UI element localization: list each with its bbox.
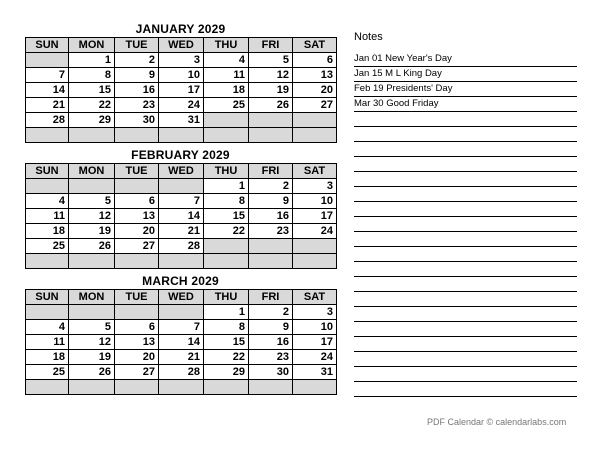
- empty-day-cell: [69, 380, 115, 395]
- empty-day-cell: [204, 239, 249, 254]
- day-cell: 19: [69, 350, 115, 365]
- weekday-header: SUN: [26, 290, 69, 305]
- note-line: Mar 30 Good Friday: [354, 97, 577, 112]
- note-line: [354, 382, 577, 397]
- day-cell: 14: [159, 209, 204, 224]
- calendar-grid: [25, 37, 337, 143]
- empty-day-cell: [293, 254, 337, 269]
- day-cell: 16: [249, 209, 293, 224]
- day-cell: 12: [249, 68, 293, 83]
- day-cell: 8: [204, 194, 249, 209]
- day-cell: 26: [69, 365, 115, 380]
- day-cell: 28: [159, 365, 204, 380]
- day-cell: 26: [249, 98, 293, 113]
- note-line: Jan 15 M L King Day: [354, 67, 577, 82]
- empty-day-cell: [115, 305, 159, 320]
- note-line: [354, 172, 577, 187]
- day-cell: 3: [293, 179, 337, 194]
- week-row: [26, 209, 337, 224]
- week-row: [26, 53, 337, 68]
- day-cell: 13: [115, 209, 159, 224]
- day-cell: 22: [204, 224, 249, 239]
- month-february: [25, 148, 336, 269]
- empty-day-cell: [26, 254, 69, 269]
- week-row: [26, 194, 337, 209]
- day-cell: 27: [293, 98, 337, 113]
- day-cell: 19: [249, 83, 293, 98]
- day-cell: 11: [204, 68, 249, 83]
- empty-day-cell: [159, 254, 204, 269]
- day-cell: 26: [69, 239, 115, 254]
- weekday-header: MON: [69, 38, 115, 53]
- weekday-header: FRI: [249, 290, 293, 305]
- day-cell: 2: [115, 53, 159, 68]
- note-line: [354, 292, 577, 307]
- empty-day-cell: [115, 179, 159, 194]
- week-row: [26, 179, 337, 194]
- empty-day-cell: [293, 380, 337, 395]
- day-cell: 10: [293, 320, 337, 335]
- footer-credit: PDF Calendar © calendarlabs.com: [427, 417, 567, 427]
- note-line: [354, 127, 577, 142]
- note-line: [354, 337, 577, 352]
- day-cell: 14: [159, 335, 204, 350]
- empty-day-cell: [249, 254, 293, 269]
- empty-day-cell: [204, 113, 249, 128]
- empty-day-cell: [159, 179, 204, 194]
- day-cell: 24: [159, 98, 204, 113]
- empty-day-cell: [26, 179, 69, 194]
- day-cell: 25: [26, 365, 69, 380]
- week-row: [26, 365, 337, 380]
- empty-day-cell: [159, 305, 204, 320]
- day-cell: 20: [115, 224, 159, 239]
- note-line: [354, 247, 577, 262]
- month-january: [25, 22, 336, 143]
- day-cell: 24: [293, 350, 337, 365]
- day-cell: 10: [159, 68, 204, 83]
- day-cell: 7: [26, 68, 69, 83]
- day-cell: 4: [204, 53, 249, 68]
- day-cell: 31: [293, 365, 337, 380]
- day-cell: 6: [115, 194, 159, 209]
- week-row: [26, 83, 337, 98]
- weekday-header: SUN: [26, 164, 69, 179]
- day-cell: 25: [204, 98, 249, 113]
- day-cell: 15: [69, 83, 115, 98]
- day-cell: 28: [159, 239, 204, 254]
- day-cell: 5: [69, 194, 115, 209]
- notes-lines: [354, 52, 577, 397]
- week-row: [26, 113, 337, 128]
- week-row: [26, 305, 337, 320]
- week-row: [26, 380, 337, 395]
- week-row: [26, 335, 337, 350]
- note-line: [354, 217, 577, 232]
- empty-day-cell: [69, 254, 115, 269]
- month-march: [25, 274, 336, 395]
- day-cell: 28: [26, 113, 69, 128]
- day-cell: 17: [293, 209, 337, 224]
- empty-day-cell: [249, 113, 293, 128]
- weekday-header: WED: [159, 290, 204, 305]
- day-cell: 22: [69, 98, 115, 113]
- weekday-header: TUE: [115, 290, 159, 305]
- weekday-header: WED: [159, 38, 204, 53]
- weekday-header: THU: [204, 38, 249, 53]
- empty-day-cell: [249, 380, 293, 395]
- day-cell: 18: [26, 224, 69, 239]
- note-line: [354, 277, 577, 292]
- week-row: [26, 224, 337, 239]
- day-cell: 6: [293, 53, 337, 68]
- empty-day-cell: [69, 128, 115, 143]
- day-cell: 29: [204, 365, 249, 380]
- day-cell: 3: [293, 305, 337, 320]
- note-line: [354, 187, 577, 202]
- day-cell: 18: [204, 83, 249, 98]
- day-cell: 18: [26, 350, 69, 365]
- day-cell: 4: [26, 320, 69, 335]
- empty-day-cell: [26, 380, 69, 395]
- empty-day-cell: [115, 128, 159, 143]
- day-cell: 8: [204, 320, 249, 335]
- day-cell: 9: [249, 194, 293, 209]
- weekday-header: SUN: [26, 38, 69, 53]
- empty-day-cell: [26, 53, 69, 68]
- day-cell: 4: [26, 194, 69, 209]
- weekday-header: TUE: [115, 38, 159, 53]
- day-cell: 21: [159, 350, 204, 365]
- day-cell: 3: [159, 53, 204, 68]
- day-cell: 2: [249, 305, 293, 320]
- weekday-header: SAT: [293, 38, 337, 53]
- day-cell: 12: [69, 335, 115, 350]
- note-line: [354, 232, 577, 247]
- day-cell: 5: [249, 53, 293, 68]
- day-cell: 31: [159, 113, 204, 128]
- weekday-header: FRI: [249, 38, 293, 53]
- day-cell: 17: [293, 335, 337, 350]
- weekday-header: FRI: [249, 164, 293, 179]
- empty-day-cell: [249, 239, 293, 254]
- empty-day-cell: [159, 128, 204, 143]
- month-title: FEBRUARY 2029: [131, 148, 230, 162]
- week-row: [26, 239, 337, 254]
- empty-day-cell: [293, 128, 337, 143]
- day-cell: 10: [293, 194, 337, 209]
- empty-day-cell: [204, 128, 249, 143]
- day-cell: 21: [159, 224, 204, 239]
- empty-day-cell: [159, 380, 204, 395]
- note-line: [354, 307, 577, 322]
- week-row: [26, 254, 337, 269]
- day-cell: 7: [159, 320, 204, 335]
- day-cell: 9: [249, 320, 293, 335]
- note-line: [354, 112, 577, 127]
- week-row: [26, 98, 337, 113]
- weekday-header: TUE: [115, 164, 159, 179]
- day-cell: 5: [69, 320, 115, 335]
- note-line: Jan 01 New Year's Day: [354, 52, 577, 67]
- month-title: MARCH 2029: [142, 274, 219, 288]
- empty-day-cell: [115, 254, 159, 269]
- notes-title: Notes: [354, 31, 383, 43]
- day-cell: 13: [293, 68, 337, 83]
- day-cell: 20: [115, 350, 159, 365]
- day-cell: 19: [69, 224, 115, 239]
- week-row: [26, 350, 337, 365]
- day-cell: 14: [26, 83, 69, 98]
- weekday-header: MON: [69, 164, 115, 179]
- day-cell: 27: [115, 239, 159, 254]
- day-cell: 6: [115, 320, 159, 335]
- calendar-grid: [25, 289, 337, 395]
- weekday-header: WED: [159, 164, 204, 179]
- empty-day-cell: [69, 179, 115, 194]
- day-cell: 17: [159, 83, 204, 98]
- day-cell: 15: [204, 209, 249, 224]
- day-cell: 11: [26, 335, 69, 350]
- note-line: [354, 367, 577, 382]
- empty-day-cell: [293, 113, 337, 128]
- day-cell: 27: [115, 365, 159, 380]
- empty-day-cell: [26, 128, 69, 143]
- day-cell: 30: [115, 113, 159, 128]
- empty-day-cell: [204, 254, 249, 269]
- week-row: [26, 128, 337, 143]
- note-line: [354, 352, 577, 367]
- day-cell: 29: [69, 113, 115, 128]
- day-cell: 20: [293, 83, 337, 98]
- weekday-header: MON: [69, 290, 115, 305]
- day-cell: 7: [159, 194, 204, 209]
- note-line: [354, 202, 577, 217]
- day-cell: 15: [204, 335, 249, 350]
- notes-panel: [354, 30, 577, 397]
- day-cell: 16: [249, 335, 293, 350]
- day-cell: 16: [115, 83, 159, 98]
- empty-day-cell: [204, 380, 249, 395]
- day-cell: 1: [204, 305, 249, 320]
- day-cell: 25: [26, 239, 69, 254]
- day-cell: 23: [249, 224, 293, 239]
- note-line: [354, 157, 577, 172]
- day-cell: 1: [69, 53, 115, 68]
- day-cell: 23: [249, 350, 293, 365]
- weekday-header: SAT: [293, 290, 337, 305]
- day-cell: 30: [249, 365, 293, 380]
- weekday-header: SAT: [293, 164, 337, 179]
- day-cell: 21: [26, 98, 69, 113]
- week-row: [26, 68, 337, 83]
- calendar-grid: [25, 163, 337, 269]
- day-cell: 2: [249, 179, 293, 194]
- day-cell: 22: [204, 350, 249, 365]
- note-line: [354, 262, 577, 277]
- day-cell: 11: [26, 209, 69, 224]
- day-cell: 24: [293, 224, 337, 239]
- empty-day-cell: [115, 380, 159, 395]
- day-cell: 1: [204, 179, 249, 194]
- month-title: JANUARY 2029: [135, 22, 226, 36]
- empty-day-cell: [26, 305, 69, 320]
- day-cell: 8: [69, 68, 115, 83]
- day-cell: 13: [115, 335, 159, 350]
- weekday-header: THU: [204, 290, 249, 305]
- day-cell: 9: [115, 68, 159, 83]
- day-cell: 23: [115, 98, 159, 113]
- note-line: Feb 19 Presidents' Day: [354, 82, 577, 97]
- empty-day-cell: [249, 128, 293, 143]
- note-line: [354, 142, 577, 157]
- empty-day-cell: [69, 305, 115, 320]
- note-line: [354, 322, 577, 337]
- weekday-header: THU: [204, 164, 249, 179]
- day-cell: 12: [69, 209, 115, 224]
- empty-day-cell: [293, 239, 337, 254]
- week-row: [26, 320, 337, 335]
